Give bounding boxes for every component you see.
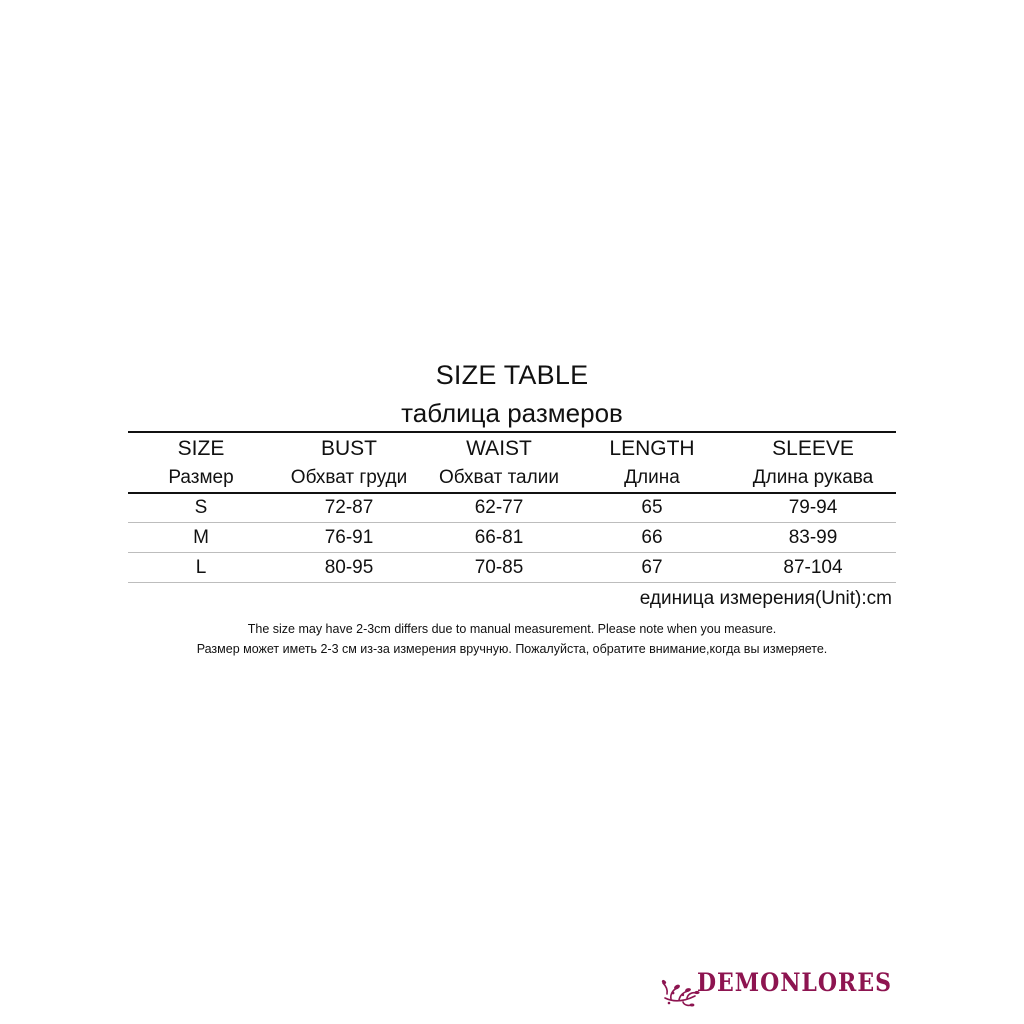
- table-top-rule: [128, 431, 896, 433]
- header-sleeve-ru: Длина рукава: [752, 467, 874, 488]
- cell-waist: 66-81: [474, 527, 524, 548]
- header-waist: WAIST: [466, 437, 532, 460]
- brand-logo: [661, 968, 892, 1008]
- header-length: LENGTH: [609, 437, 695, 460]
- cell-bust: 72-87: [324, 497, 374, 518]
- cell-length: 67: [641, 557, 663, 578]
- table-row: [128, 494, 896, 522]
- cell-waist: 62-77: [474, 497, 524, 518]
- header-bust-ru: Обхват груди: [290, 467, 408, 488]
- cell-size: M: [193, 527, 209, 548]
- cell-sleeve: 79-94: [788, 497, 838, 518]
- cell-sleeve: 87-104: [783, 557, 843, 578]
- row-divider: [128, 522, 896, 523]
- measurement-note-en: The size may have 2-3cm differs due to manual measurement. Please note when you measure.: [247, 622, 777, 636]
- cell-bust: 80-95: [324, 557, 374, 578]
- row-divider: [128, 552, 896, 553]
- header-size-ru: Размер: [168, 467, 234, 488]
- header-size: SIZE: [177, 437, 225, 460]
- header-waist-ru: Обхват талии: [439, 467, 559, 488]
- cell-size: L: [195, 557, 207, 578]
- measurement-note-ru: Размер может иметь 2-3 см из-за измерения вручную. Пожалуйста, обратите внимание,когда вы измеряете.: [196, 642, 828, 656]
- table-bottom-rule: [128, 582, 896, 583]
- page-subtitle: таблица размеров: [401, 398, 623, 428]
- page-title: SIZE TABLE: [435, 360, 589, 390]
- cell-size: S: [194, 497, 208, 518]
- table-header-ru: [128, 464, 896, 492]
- table-header-en: [128, 434, 896, 464]
- cell-bust: 76-91: [324, 527, 374, 548]
- cell-sleeve: 83-99: [788, 527, 838, 548]
- header-bust: BUST: [320, 437, 377, 460]
- cell-length: 66: [641, 527, 663, 548]
- cell-waist: 70-85: [474, 557, 524, 578]
- table-row: [128, 554, 896, 582]
- cell-length: 65: [641, 497, 663, 518]
- table-row: [128, 524, 896, 552]
- brand-name: DEMONLORES: [696, 968, 892, 998]
- header-sleeve: SLEEVE: [772, 437, 854, 460]
- unit-note: единица измерения(Unit):cm: [639, 588, 892, 609]
- header-length-ru: Длина: [624, 467, 680, 488]
